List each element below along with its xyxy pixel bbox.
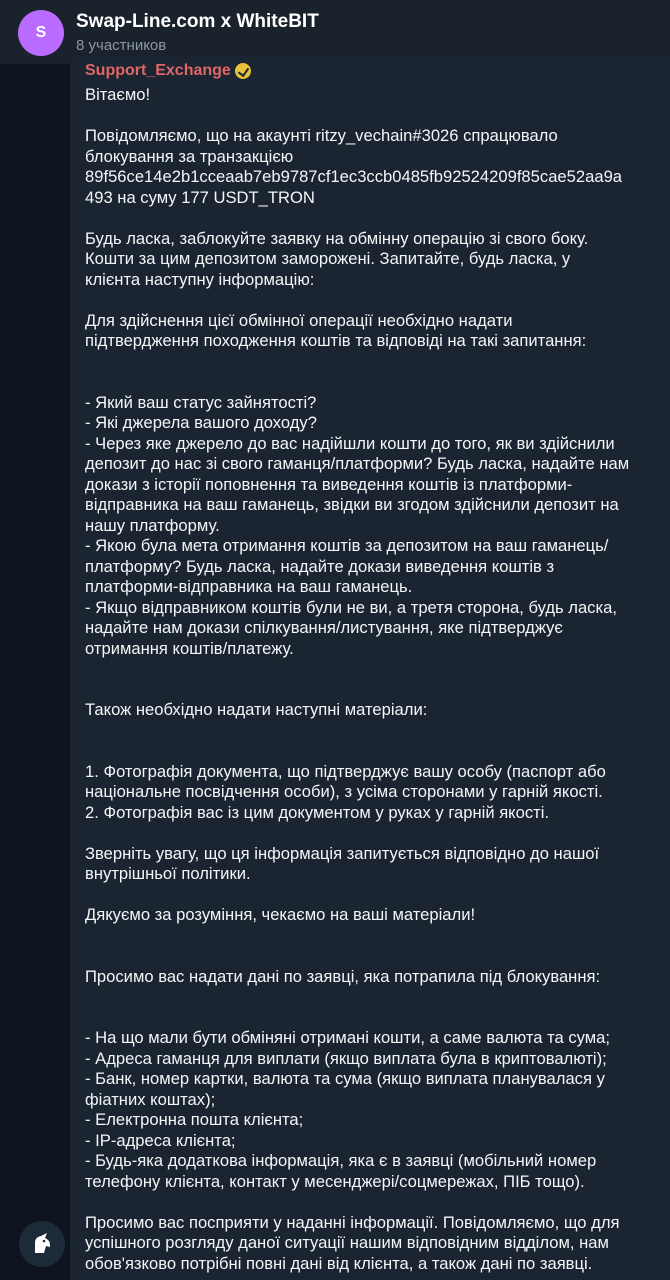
request-paragraph: Будь ласка, заблокуйте заявку на обмінну операцію зі свого боку. Кошти за цим депозитом заморожені. Запитайте, будь ласка, у клієнта наступну інформацію:: [85, 228, 589, 289]
message-text: [85, 85, 665, 1274]
data-additional: - Будь-яка додаткова інформація, яка є в заявці (мобільний номер телефону клієнта, контакт у месенджері/соцмережах, ПІБ тощо).: [85, 1151, 597, 1191]
data-email: - Електронна пошта клієнта;: [85, 1110, 304, 1129]
policy-note: Зверніть увагу, що ця інформація запитується відповідно до нашої внутрішньої політики.: [85, 843, 600, 883]
data-currency: - На що мали бути обміняні отримані кошти, а саме валюта та сума;: [85, 1028, 610, 1047]
order-data-heading: Просимо вас надати дані по заявці, яка потрапила під блокування:: [85, 966, 601, 986]
chat-title[interactable]: Swap-Line.com x WhiteBIT: [76, 11, 319, 32]
greeting: Вітаємо!: [85, 85, 151, 104]
verified-badge-icon: [235, 63, 251, 79]
question-third-party: - Якщо відправником коштів були не ви, а третя сторона, будь ласка, надайте нам докази спілкування/листування, яке підтверджує отримання коштів/платежу.: [85, 597, 617, 658]
material-document: 1. Фотографія документа, що підтверджує вашу особу (паспорт або національне посвідчення особи), з усіма сторонами у гарній якості.: [85, 761, 606, 801]
data-wallet: - Адреса гаманця для виплати (якщо виплата була в криптовалюті);: [85, 1048, 607, 1068]
question-purpose: - Якою була мета отримання коштів за депозитом на ваш гаманець/ платформу? Будь ласка, надайте докази виведення коштів з платформи-відправника на ваш гаманець.: [85, 536, 609, 596]
question-employment: - Який ваш статус зайнятості?: [85, 392, 317, 412]
material-selfie: 2. Фотографія вас із цим документом у руках у гарній якості.: [85, 802, 550, 822]
group-avatar[interactable]: [18, 10, 64, 56]
sender-name[interactable]: Support_Exchange: [85, 62, 231, 79]
materials-heading: Також необхідно надати наступні матеріали:: [85, 700, 428, 719]
data-bank: - Банк, номер картки, валюта та сума (якщо виплата планувалася у фіатних коштах);: [85, 1069, 605, 1109]
sender-avatar[interactable]: [19, 1221, 65, 1267]
avatar-letter: S: [35, 24, 47, 41]
message-sender[interactable]: [85, 62, 251, 80]
question-income: - Які джерела вашого доходу?: [85, 413, 317, 432]
thanks-line: Дякуємо за розуміння, чекаємо на ваші матеріали!: [85, 905, 476, 924]
question-source: - Через яке джерело до вас надійшли кошти до того, як ви здійснили депозит до нас зі свого гаманця/платформи? Будь ласка, надайте нам докази з історії поповнення та виведення коштів із платформи- відправника на ваш гаманець, звідки ви згодом здійснили депозит на нашу платформу.: [85, 433, 630, 535]
requirements-paragraph: Для здійснення цієї обмінної операції необхідно надати підтвердження походження коштів та відповіді на такі запитання:: [85, 310, 587, 350]
notice-paragraph: Повідомляємо, що на акаунті ritzy_vechain#3026 спрацювало блокування за транзакцією 89f56ce14e2b1cceaab7eb9787cf1ec3ccb0485fb92524209f85cae52aa9a 493 на суму 177 USDT_TRON: [85, 126, 623, 207]
closing-paragraph: Просимо вас посприяти у наданні інформації. Повідомляємо, що для успішного розгляду даної ситуації нашим відповідним відділом, нам обов'язково потрібні повні дані від клієнта, а також дані по заявці.: [85, 1212, 620, 1273]
data-ip: - IP-адреса клієнта;: [85, 1130, 236, 1150]
unicorn-icon: [29, 1231, 55, 1257]
participants-count: 8 участников: [76, 37, 167, 54]
